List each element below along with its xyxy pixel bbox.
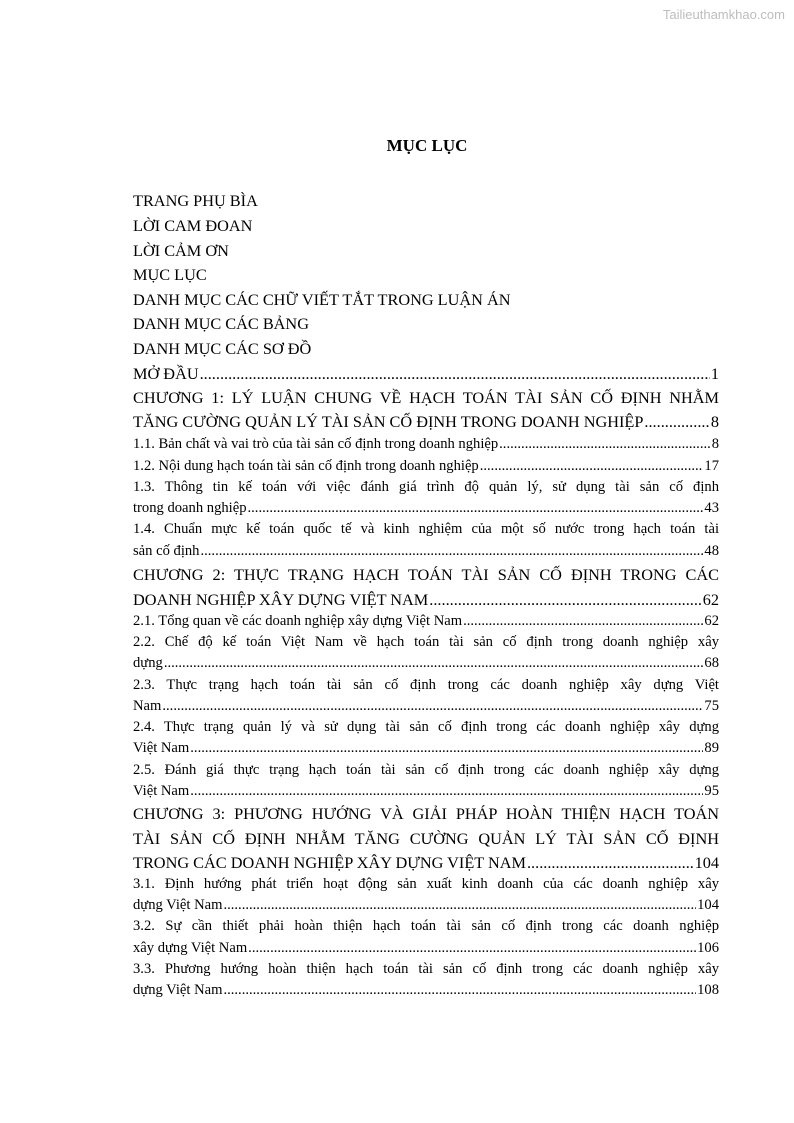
toc-entry: TRONG CÁC DOANH NGHIỆP XÂY DỰNG VIỆT NAM ..... 104 xyxy=(133,852,719,874)
page-number: 48 xyxy=(704,543,719,559)
toc-entry-line: 2.4. Thực trạng quản lý và sử dụng tài sản cố định trong các doanh nghiệp xây dựng xyxy=(133,719,719,735)
toc-entry: xây dựng Việt Nam ..... 106 xyxy=(133,938,719,958)
page-number: 17 xyxy=(704,458,719,474)
toc-entry: 2.1. Tổng quan về các doanh nghiệp xây dựng Việt Nam ..... 62 xyxy=(133,611,719,631)
toc-entry-line: 3.2. Sự cần thiết phải hoàn thiện hạch toán tài sản cố định trong các doanh nghiệp xyxy=(133,918,719,934)
page-number: 68 xyxy=(704,655,719,671)
page-number: 104 xyxy=(697,897,719,913)
page-number: 8 xyxy=(710,412,719,431)
toc-entry-line: 2.2. Chế độ kế toán Việt Nam về hạch toán tài sản cố định trong doanh nghiệp xây xyxy=(133,634,719,650)
toc-entry: Việt Nam ..... 95 xyxy=(133,781,719,801)
toc-entry: dựng Việt Nam ..... 104 xyxy=(133,895,719,915)
toc-entry-line: 3.3. Phương hướng hoàn thiện hạch toán tài sản cố định trong các doanh nghiệp xây xyxy=(133,961,719,977)
toc-entry-line: TÀI SẢN CỐ ĐỊNH NHẰM TĂNG CƯỜNG QUẢN LÝ TÀI SẢN CỐ ĐỊNH xyxy=(133,829,719,848)
page-number: 89 xyxy=(704,740,719,756)
page-title: MỤC LỤC xyxy=(386,136,468,155)
toc-entry: 1.1. Bản chất và vai trò của tài sản cố định trong doanh nghiệp ..... 8 xyxy=(133,434,719,454)
toc-entry: 1.2. Nội dung hạch toán tài sản cố định trong doanh nghiệp ..... 17 xyxy=(133,456,719,476)
toc-entry-line: CHƯƠNG 2: THỰC TRẠNG HẠCH TOÁN TÀI SẢN CỐ ĐỊNH TRONG CÁC xyxy=(133,565,719,584)
toc-entry: LỜI CAM ĐOAN xyxy=(133,216,253,235)
page-number: 43 xyxy=(704,500,719,516)
page-number: 1 xyxy=(710,364,719,383)
toc-entry: DANH MỤC CÁC BẢNG xyxy=(133,314,309,333)
toc-entry-line: 2.5. Đánh giá thực trạng hạch toán tài sản cố định trong các doanh nghiệp xây dựng xyxy=(133,762,719,778)
page-number: 62 xyxy=(702,590,719,609)
toc-entry: DANH MỤC CÁC CHỮ VIẾT TẮT TRONG LUẬN ÁN xyxy=(133,290,511,309)
toc-entry: DANH MỤC CÁC SƠ ĐỒ xyxy=(133,339,312,358)
page-number: 8 xyxy=(711,436,719,452)
toc-entry: TRANG PHỤ BÌA xyxy=(133,191,258,210)
toc-entry-line: 1.4. Chuẩn mực kế toán quốc tế và kinh nghiệm của một số nước trong hạch toán tài xyxy=(133,521,719,537)
toc-entry-line: 2.3. Thực trạng hạch toán tài sản cố định trong các doanh nghiệp xây dựng Việt xyxy=(133,677,719,693)
page-number: 75 xyxy=(704,698,719,714)
toc-entry: dựng Việt Nam ..... 108 xyxy=(133,980,719,1000)
toc-entry: TĂNG CƯỜNG QUẢN LÝ TÀI SẢN CỐ ĐỊNH TRONG DOANH NGHIỆP ..... 8 xyxy=(133,411,719,433)
toc-entry-line: 3.1. Định hướng phát triển hoạt động sản xuất kinh doanh của các doanh nghiệp xây xyxy=(133,876,719,892)
page-number: 106 xyxy=(697,940,719,956)
toc-entry: dựng ..... 68 xyxy=(133,653,719,673)
toc-entry-line: CHƯƠNG 3: PHƯƠNG HƯỚNG VÀ GIẢI PHÁP HOÀN THIỆN HẠCH TOÁN xyxy=(133,804,719,823)
toc-entry: Nam ..... 75 xyxy=(133,696,719,716)
toc-entry-line: CHƯƠNG 1: LÝ LUẬN CHUNG VỀ HẠCH TOÁN TÀI SẢN CỐ ĐỊNH NHẰM xyxy=(133,388,719,407)
page-number: 62 xyxy=(704,613,719,629)
toc-entry: DOANH NGHIỆP XÂY DỰNG VIỆT NAM ..... 62 xyxy=(133,589,719,611)
toc-entry: Việt Nam ..... 89 xyxy=(133,738,719,758)
toc-entry: MỞ ĐẦU ..... 1 xyxy=(133,363,719,385)
toc-entry: MỤC LỤC xyxy=(133,265,207,284)
page-number: 104 xyxy=(694,853,719,872)
toc-entry: trong doanh nghiệp ..... 43 xyxy=(133,498,719,518)
watermark: Tailieuthamkhao.com xyxy=(662,7,785,22)
page-number: 95 xyxy=(704,783,719,799)
toc-entry: LỜI CẢM ƠN xyxy=(133,241,229,260)
toc-entry: sản cố định ..... 48 xyxy=(133,541,719,561)
page-number: 108 xyxy=(697,982,719,998)
toc-entry-line: 1.3. Thông tin kế toán với việc đánh giá trình độ quản lý, sử dụng tài sản cố định xyxy=(133,479,719,495)
